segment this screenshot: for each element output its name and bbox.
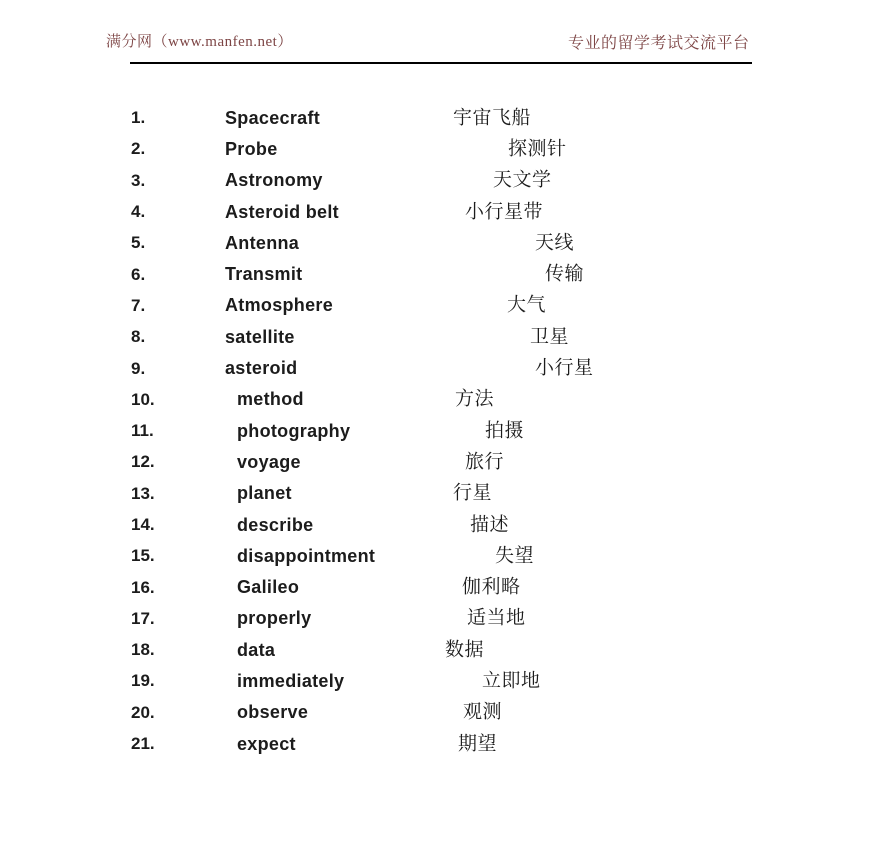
chinese-translation: 小行星带 [465, 201, 544, 223]
chinese-translation: 立即地 [482, 670, 541, 692]
vocab-list [131, 102, 870, 759]
row-number: 7. [131, 295, 146, 315]
vocab-row [131, 384, 870, 415]
vocab-row [131, 352, 870, 383]
row-number: 3. [131, 170, 146, 190]
vocab-row [131, 196, 870, 227]
vocab-row [131, 415, 870, 446]
english-word: Atmosphere [225, 295, 334, 316]
row-number: 8. [131, 327, 146, 347]
row-number: 13. [131, 483, 155, 503]
chinese-translation: 方法 [455, 388, 495, 410]
english-word: photography [237, 420, 351, 441]
chinese-translation: 天线 [535, 232, 575, 254]
chinese-translation: 拍摄 [485, 420, 525, 442]
english-word: method [237, 389, 304, 410]
row-number: 17. [131, 608, 155, 628]
chinese-translation: 宇宙飞船 [453, 107, 532, 129]
header-divider [130, 62, 752, 64]
vocab-row [131, 571, 870, 602]
english-word: Probe [225, 138, 278, 159]
english-word: disappointment [237, 545, 376, 566]
english-word: asteroid [225, 358, 298, 379]
vocab-row [131, 258, 870, 289]
english-word: Transmit [225, 264, 303, 285]
vocab-row [131, 102, 870, 133]
chinese-translation: 描述 [470, 514, 510, 535]
row-number: 21. [131, 734, 155, 754]
chinese-translation: 期望 [458, 733, 498, 755]
english-word: satellite [225, 326, 295, 347]
row-number: 19. [131, 671, 155, 691]
vocab-row [131, 697, 870, 728]
english-word: Spacecraft [225, 107, 321, 128]
english-word: data [237, 639, 276, 660]
vocab-row [131, 603, 870, 634]
vocab-row [131, 509, 870, 540]
vocab-row [131, 665, 870, 696]
row-number: 9. [131, 358, 146, 378]
row-number: 12. [131, 452, 155, 472]
row-number: 18. [131, 640, 155, 660]
row-number: 14. [131, 515, 155, 534]
vocab-row [131, 133, 870, 164]
vocab-row [131, 634, 870, 665]
chinese-translation: 传输 [545, 263, 585, 285]
header-site-label: 满分网（www.manfen.net） [106, 34, 293, 50]
chinese-translation: 数据 [445, 639, 485, 661]
chinese-translation: 伽利略 [462, 576, 521, 598]
english-word: planet [237, 483, 292, 504]
row-number: 20. [131, 702, 155, 722]
chinese-translation: 行星 [453, 482, 493, 504]
chinese-translation: 失望 [495, 545, 535, 567]
chinese-translation: 探测针 [508, 138, 567, 160]
chinese-translation: 小行星 [535, 357, 594, 379]
vocab-row [131, 728, 870, 759]
row-number: 2. [131, 139, 146, 159]
english-word: Galileo [237, 577, 300, 598]
row-number: 10. [131, 389, 155, 409]
vocab-row [131, 478, 870, 509]
vocab-row [131, 540, 870, 571]
vocab-row [131, 321, 870, 352]
english-word: Asteroid belt [225, 201, 339, 222]
vocab-row [131, 290, 870, 321]
row-number: 16. [131, 577, 155, 597]
vocab-row [131, 227, 870, 258]
row-number: 6. [131, 264, 146, 284]
vocab-row [131, 165, 870, 196]
row-number: 11. [131, 421, 154, 441]
chinese-translation: 观测 [463, 701, 503, 723]
english-word: expect [237, 733, 296, 754]
english-word: Antenna [225, 232, 300, 253]
chinese-translation: 大气 [507, 294, 547, 316]
english-word: immediately [237, 670, 345, 691]
chinese-translation: 适当地 [467, 607, 526, 629]
row-number: 1. [131, 108, 146, 128]
chinese-translation: 旅行 [465, 451, 505, 473]
vocab-row [131, 446, 870, 477]
chinese-translation: 卫星 [530, 326, 570, 348]
row-number: 4. [131, 202, 146, 222]
row-number: 15. [131, 546, 155, 566]
english-word: observe [237, 702, 309, 723]
english-word: Astronomy [225, 170, 323, 191]
chinese-translation: 天文学 [493, 169, 552, 191]
english-word: voyage [237, 451, 301, 472]
english-word: describe [237, 514, 314, 535]
row-number: 5. [131, 233, 146, 253]
english-word: properly [237, 608, 312, 629]
header-tagline: 专业的留学考试交流平台 [568, 35, 750, 52]
